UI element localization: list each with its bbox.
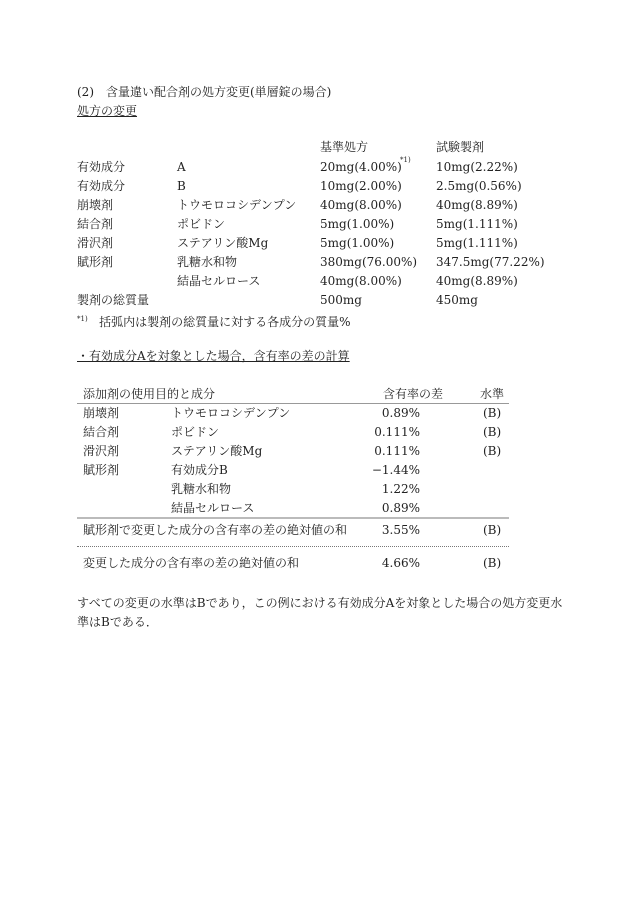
- calc-row-diff: −1.44%: [371, 463, 420, 477]
- calc-row-component: 結晶セルロース: [171, 501, 255, 515]
- excipient-sum-diff: 3.55%: [381, 523, 420, 537]
- calc-row-component: 乳糖水和物: [171, 482, 232, 496]
- row-reference: 5mg(1.00%): [320, 217, 395, 231]
- total-label: 製剤の総質量: [77, 293, 150, 307]
- footnote-ref: *1): [400, 156, 411, 164]
- calc-row-category: 滑沢剤: [83, 444, 120, 458]
- calc-header-diff: 含有率の差: [383, 387, 444, 401]
- row-test: 347.5mg(77.22%): [436, 255, 545, 269]
- calc-row-diff: 0.111%: [374, 444, 420, 458]
- total-sum-label: 変更した成分の含有率の差の絶対値の和: [83, 556, 300, 570]
- calc-row-level: (B): [483, 425, 502, 439]
- calc-row-component: 有効成分B: [171, 463, 228, 477]
- row-component: トウモロコシデンプン: [177, 198, 297, 212]
- row-test: 40mg(8.89%): [436, 274, 518, 288]
- row-category: 有効成分: [77, 179, 126, 193]
- row-test: 2.5mg(0.56%): [436, 179, 522, 193]
- header-test: 試験製剤: [436, 140, 485, 154]
- calc-row-category: 結合剤: [83, 425, 120, 439]
- row-reference: 40mg(8.00%): [320, 274, 402, 288]
- calc-row-component: ポビドン: [171, 425, 220, 439]
- calc-row-diff: 0.111%: [374, 425, 420, 439]
- row-category: 結合剤: [77, 217, 114, 231]
- footnote: [77, 312, 351, 329]
- header-divider: [77, 403, 509, 404]
- row-test: 5mg(1.111%): [436, 236, 518, 250]
- rows-divider: [77, 517, 509, 519]
- row-component: ポビドン: [177, 217, 226, 231]
- calc-row-diff: 0.89%: [381, 501, 420, 515]
- row-reference: 380mg(76.00%): [320, 255, 418, 269]
- dotted-divider: [77, 546, 509, 547]
- row-reference: 10mg(2.00%): [320, 179, 402, 193]
- calc-title: ・有効成分Aを対象とした場合，含有率の差の計算: [77, 349, 350, 363]
- conclusion-line-2: 準はBである．: [77, 615, 158, 629]
- calc-header-level: 水準: [480, 387, 505, 401]
- row-test: 5mg(1.111%): [436, 217, 518, 231]
- row-test: 40mg(8.89%): [436, 198, 518, 212]
- total-sum-level: (B): [483, 556, 502, 570]
- row-category: 滑沢剤: [77, 236, 114, 250]
- row-reference: 20mg(4.00%): [320, 160, 402, 174]
- section-heading: (2) 含量違い配合剤の処方変更(単層錠の場合): [77, 85, 332, 99]
- excipient-sum-label: 賦形剤で変更した成分の含有率の差の絶対値の和: [83, 523, 348, 537]
- calc-header-component: 添加剤の使用目的と成分: [83, 387, 216, 401]
- row-reference: 40mg(8.00%): [320, 198, 402, 212]
- calc-row-category: 崩壊剤: [83, 406, 120, 420]
- subheading: 処方の変更: [77, 104, 138, 118]
- excipient-sum-level: (B): [483, 523, 502, 537]
- footnote-text: 括弧内は製剤の総質量に対する各成分の質量%: [99, 315, 351, 329]
- row-component: 結晶セルロース: [177, 274, 261, 288]
- header-reference: 基準処方: [320, 140, 369, 154]
- row-category: 有効成分: [77, 160, 126, 174]
- row-category: 賦形剤: [77, 255, 114, 269]
- row-component: ステアリン酸Mg: [177, 236, 269, 250]
- row-category: 崩壊剤: [77, 198, 114, 212]
- footnote-mark: *1): [77, 315, 88, 323]
- calc-row-level: (B): [483, 444, 502, 458]
- calc-row-component: トウモロコシデンプン: [171, 406, 291, 420]
- total-reference: 500mg: [320, 293, 362, 307]
- row-component: 乳糖水和物: [177, 255, 238, 269]
- calc-row-diff: 0.89%: [381, 406, 420, 420]
- row-component: A: [177, 160, 186, 174]
- total-sum-diff: 4.66%: [381, 556, 420, 570]
- row-test: 10mg(2.22%): [436, 160, 518, 174]
- row-reference: 5mg(1.00%): [320, 236, 395, 250]
- row-component: B: [177, 179, 186, 193]
- calc-row-diff: 1.22%: [381, 482, 420, 496]
- conclusion-line-1: すべての変更の水準はBであり，この例における有効成分Aを対象とした場合の処方変更水: [77, 596, 563, 610]
- total-test: 450mg: [436, 293, 478, 307]
- calc-row-category: 賦形剤: [83, 463, 120, 477]
- calc-row-component: ステアリン酸Mg: [171, 444, 263, 458]
- calc-row-level: (B): [483, 406, 502, 420]
